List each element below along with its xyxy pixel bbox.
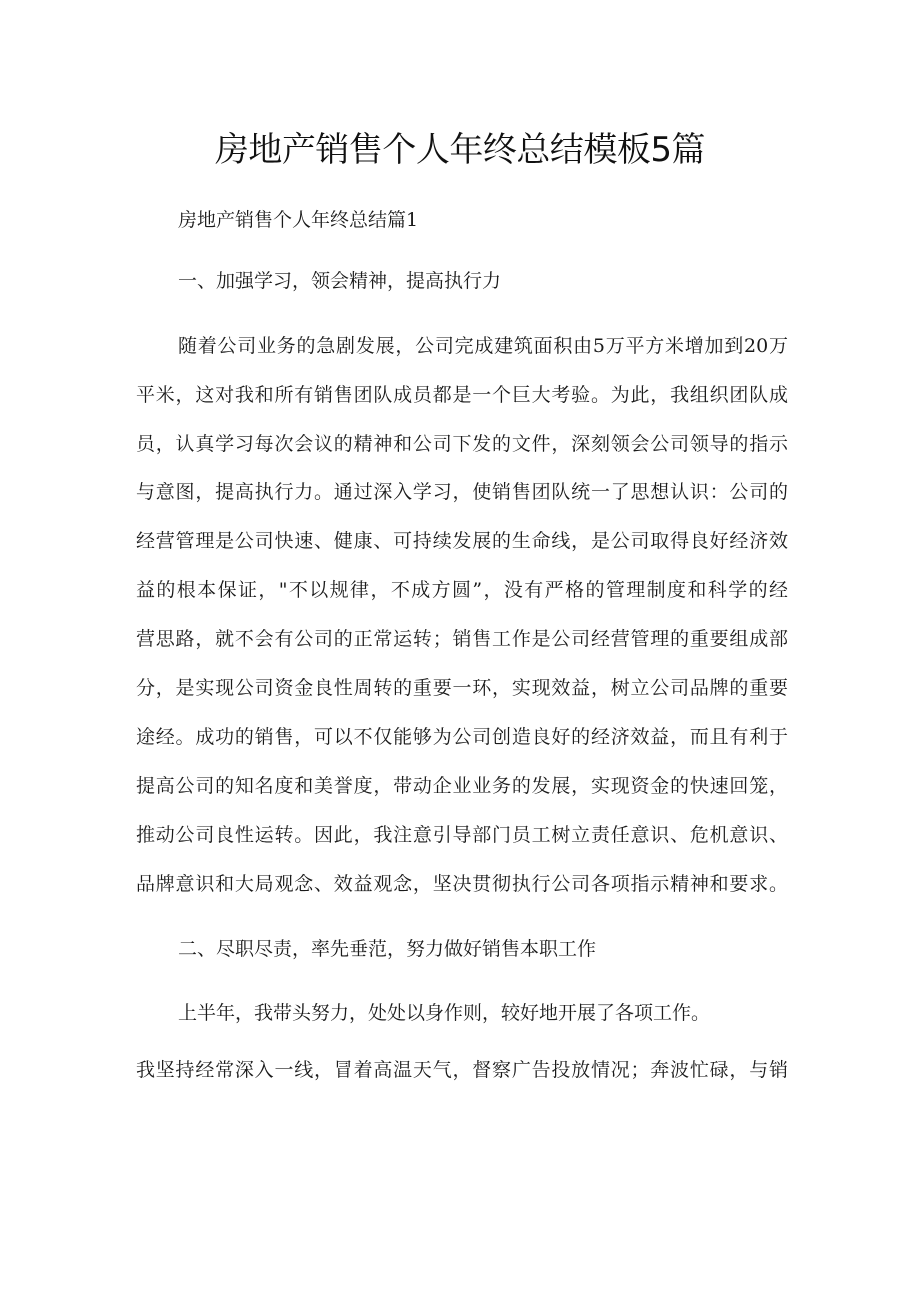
paragraph-line: 平米，这对我和所有销售团队成员都是一个巨大考验。为此，我组织团队成 [136,384,788,406]
paragraph-line: 益的根本保证，"不以规律，不成方圆”，没有严格的管理制度和科学的经 [136,579,788,601]
heading-2: 二、尽职尽责，率先垂范，努力做好销售本职工作 [178,938,597,960]
paragraph-line: 品牌意识和大局观念、效益观念，坚决贯彻执行公司各项指示精神和要求。 [136,873,788,895]
heading-1: 一、加强学习，领会精神，提高执行力 [178,270,502,292]
paragraph-line: 经营管理是公司快速、健康、可持续发展的生命线，是公司取得良好经济效 [136,530,788,552]
section-heading: 房地产销售个人年终总结篇1 [178,209,419,231]
paragraph-3: 我坚持经常深入一线，冒着高温天气，督察广告投放情况；奔波忙碌，与销 [136,1059,788,1081]
paragraph-line: 随着公司业务的急剧发展，公司完成建筑面积由5万平方米增加到20万 [178,335,788,357]
paragraph-line: 分，是实现公司资金良性周转的重要一环，实现效益，树立公司品牌的重要 [136,677,788,699]
paragraph-line: 途经。成功的销售，可以不仅能够为公司创造良好的经济效益，而且有利于 [136,726,788,748]
paragraph-line: 员，认真学习每次会议的精神和公司下发的文件，深刻领会公司领导的指示 [136,433,788,455]
paragraph-line: 与意图，提高执行力。通过深入学习，使销售团队统一了思想认识：公司的 [136,481,788,503]
paragraph-line: 营思路，就不会有公司的正常运转；销售工作是公司经营管理的重要组成部 [136,628,788,650]
paragraph-line: 提高公司的知名度和美誉度，带动企业业务的发展，实现资金的快速回笼， [136,775,788,797]
document-title: 房地产销售个人年终总结模板5篇 [214,130,706,170]
paragraph-2: 上半年，我带头努力，处处以身作则，较好地开展了各项工作。 [178,1002,711,1024]
paragraph-line: 推动公司良性运转。因此，我注意引导部门员工树立责任意识、危机意识、 [136,824,788,846]
